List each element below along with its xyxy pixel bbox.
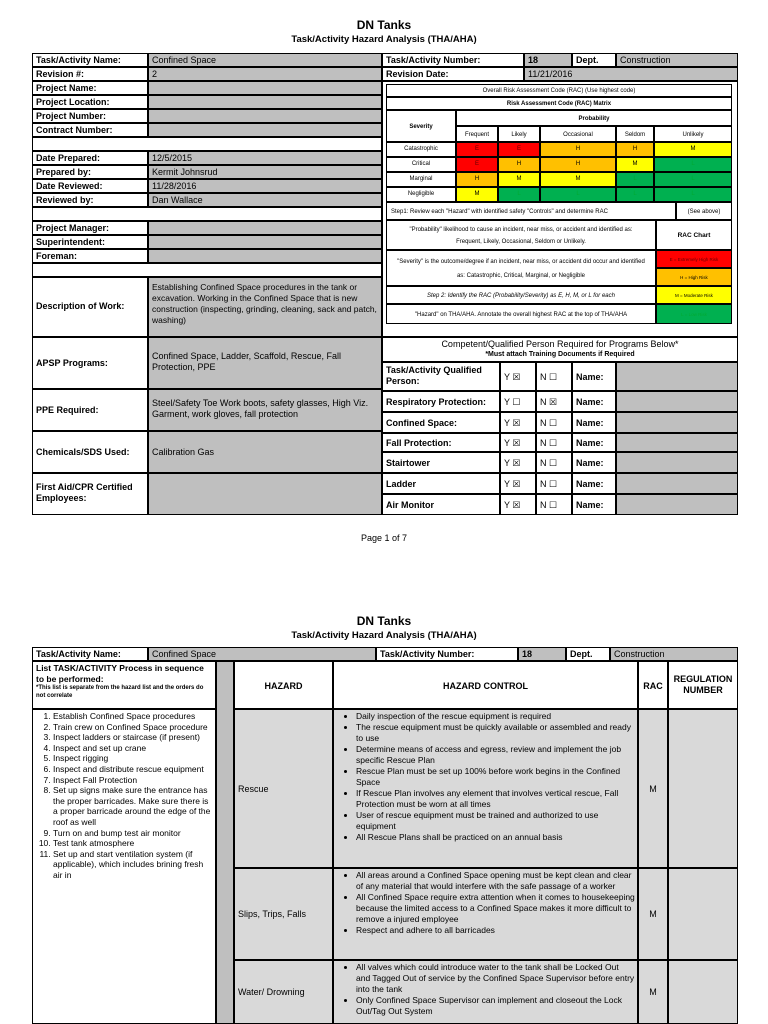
rac-cell: E <box>498 142 540 157</box>
document-title: Task/Activity Hazard Analysis (THA/AHA) <box>291 34 477 45</box>
competent-name-field[interactable] <box>616 433 738 452</box>
competent-name-field[interactable] <box>616 362 738 391</box>
hazard-control-item: • If Rescue Plan involves any element that involves vertical rescue, Fall Protection must be worn at all times <box>356 788 635 810</box>
rac-probability-definition: "Probability" likelihood to cause an incident, near miss, or accident and identified as: Frequent, Likely, Occasional, Seldom or Unlikely. <box>386 220 656 250</box>
hazard-control-item: • All Rescue Plans shall be practiced on an annual basis <box>356 832 635 843</box>
competent-name-label: Name: <box>572 494 616 515</box>
competent-name-label: Name: <box>572 452 616 473</box>
hazard-regulation <box>668 709 738 868</box>
rac-row-critical: Critical <box>386 157 456 172</box>
spacer-row <box>32 137 382 151</box>
task-step: 9. Turn on and bump test air monitor <box>53 828 213 839</box>
competent-title: Competent/Qualified Person Required for Programs Below* <box>441 339 679 349</box>
date-prepared-label: Date Prepared: <box>32 151 148 165</box>
project-location-label: Project Location: <box>32 95 148 109</box>
task-step: 3. Inspect ladders or staircase (if present) <box>53 732 213 743</box>
description-value: Establishing Confined Space procedures in the tank or excavation. Working in the Confined Space that is new construction (inspecting, grinding, cleaning, sack and patch, washing) <box>148 277 382 337</box>
chemicals-label: Chemicals/SDS Used: <box>32 431 148 473</box>
task-name-label: Task/Activity Name: <box>32 647 148 661</box>
rac-step1: Step1: Review each "Hazard" with identified safety "Controls" and determine RAC <box>386 202 676 220</box>
rac-cell: M <box>540 172 616 187</box>
rac-col-seldom: Seldom <box>616 126 654 142</box>
rac-row-marginal: Marginal <box>386 172 456 187</box>
competent-name-field[interactable] <box>616 452 738 473</box>
competent-name-label: Name: <box>572 391 616 412</box>
page-gap <box>0 560 768 605</box>
rac-cell: H <box>616 142 654 157</box>
first-aid-value <box>148 473 382 515</box>
dept-label: Dept. <box>572 53 616 67</box>
competent-name-label: Name: <box>572 362 616 391</box>
hazard-control-item: • Respect and adhere to all barricades <box>356 925 635 936</box>
competent-no-checkbox[interactable]: N ☒ <box>536 391 572 412</box>
competent-yes-checkbox[interactable]: Y ☒ <box>500 362 536 391</box>
task-step: 2. Train crew on Confined Space procedure <box>53 722 213 733</box>
task-step: 1. Establish Confined Space procedures <box>53 711 213 722</box>
rac-col-unlikely: Unlikely <box>654 126 732 142</box>
competent-yes-checkbox[interactable]: Y ☒ <box>500 473 536 494</box>
revision-value: 2 <box>148 67 382 81</box>
hazard-name: Slips, Trips, Falls <box>234 868 333 960</box>
task-step: 7. Inspect Fall Protection <box>53 775 213 786</box>
project-name-field <box>148 81 382 95</box>
competent-no-checkbox[interactable]: N ☐ <box>536 362 572 391</box>
task-number-label: Task/Activity Number: <box>382 53 524 67</box>
rac-cell: L <box>540 187 616 202</box>
document-title: Task/Activity Hazard Analysis (THA/AHA) <box>291 630 477 641</box>
task-number-value: 18 <box>524 53 572 67</box>
prepared-by-value: Kermit Johnsrud <box>148 165 382 179</box>
competent-no-checkbox[interactable]: N ☐ <box>536 433 572 452</box>
rac-row-catastrophic: Catastrophic <box>386 142 456 157</box>
hazard-control-column-header: HAZARD CONTROL <box>333 661 638 709</box>
rac-row-negligible: Negligible <box>386 187 456 202</box>
competent-yes-checkbox[interactable]: Y ☒ <box>500 494 536 515</box>
task-name-label: Task/Activity Name: <box>32 53 148 67</box>
rac-cell: L <box>498 187 540 202</box>
rac-cell: L <box>654 157 732 172</box>
hazard-regulation <box>668 868 738 960</box>
description-label: Description of Work: <box>32 277 148 337</box>
rac-cell: E <box>456 142 498 157</box>
rac-cell: H <box>540 157 616 172</box>
rac-cell: E <box>456 157 498 172</box>
contract-number-field <box>148 123 382 137</box>
task-step: 10. Test tank atmosphere <box>53 838 213 849</box>
page-number-text: Page 1 of 7 <box>360 533 408 543</box>
rac-column-header: RAC <box>638 661 668 709</box>
rac-chart-label: RAC Chart <box>656 220 732 250</box>
dept-label: Dept. <box>566 647 610 661</box>
hazard-controls <box>333 709 638 868</box>
task-step: 6. Inspect and distribute rescue equipment <box>53 764 213 775</box>
hazard-controls <box>333 960 638 1024</box>
rac-legend-extreme: E = Extremely High Risk <box>656 250 732 268</box>
competent-name-label: Name: <box>572 473 616 494</box>
foreman-label: Foreman: <box>32 249 148 263</box>
competent-name-field[interactable] <box>616 391 738 412</box>
task-list-heading: List TASK/ACTIVITY Process in sequence to be performed: <box>36 663 204 684</box>
task-step: 4. Inspect and set up crane <box>53 743 213 754</box>
rac-legend-high: H = High Risk <box>656 268 732 286</box>
task-step-list <box>32 709 216 1024</box>
hazard-controls <box>333 868 638 960</box>
competent-yes-checkbox[interactable]: Y ☒ <box>500 433 536 452</box>
competent-no-checkbox[interactable]: N ☐ <box>536 494 572 515</box>
hazard-regulation <box>668 960 738 1024</box>
hazard-column-header: HAZARD <box>234 661 333 709</box>
project-location-field <box>148 95 382 109</box>
competent-yes-checkbox[interactable]: Y ☐ <box>500 391 536 412</box>
task-steps <box>35 711 213 881</box>
separator-column <box>216 661 234 1024</box>
task-name-value: Confined Space <box>148 647 376 661</box>
document-page-2 <box>0 605 768 1024</box>
rac-cell: L <box>616 172 654 187</box>
ppe-value: Steel/Safety Toe Work boots, safety glasses, High Viz. Garment, work gloves, fall protection <box>148 389 382 431</box>
rac-cell: H <box>498 157 540 172</box>
competent-row-label: Respiratory Protection: <box>382 391 500 412</box>
revision-date-label: Revision Date: <box>382 67 524 81</box>
hazard-control-item: • Determine means of access and egress, review and implement the job specific Rescue Plan <box>356 744 635 766</box>
competent-header <box>382 337 738 362</box>
competent-name-field[interactable] <box>616 412 738 433</box>
competent-name-label: Name: <box>572 433 616 452</box>
date-prepared-value: 12/5/2015 <box>148 151 382 165</box>
date-reviewed-value: 11/28/2016 <box>148 179 382 193</box>
regulation-column-header: REGULATION NUMBER <box>668 661 738 709</box>
competent-name-label: Name: <box>572 412 616 433</box>
page-number <box>0 533 768 543</box>
project-manager-field <box>148 221 382 235</box>
competent-row-label: Air Monitor <box>382 494 500 515</box>
first-aid-label: First Aid/CPR Certified Employees: <box>32 473 148 515</box>
competent-name-field[interactable] <box>616 494 738 515</box>
task-name-value: Confined Space <box>148 53 382 67</box>
contract-number-label: Contract Number: <box>32 123 148 137</box>
competent-row-label: Fall Protection: <box>382 433 500 452</box>
spacer-row <box>32 263 382 277</box>
rac-cell: M <box>616 157 654 172</box>
competent-name-field[interactable] <box>616 473 738 494</box>
rac-severity-header: Severity <box>386 110 456 142</box>
competent-no-checkbox[interactable]: N ☐ <box>536 452 572 473</box>
hazard-name: Water/ Drowning <box>234 960 333 1024</box>
competent-no-checkbox[interactable]: N ☐ <box>536 412 572 433</box>
rac-probability-header: Probability <box>456 110 732 126</box>
rac-cell: M <box>456 187 498 202</box>
hazard-control-item: • All Confined Space require extra attention when it comes to housekeeping because the limited access to a Confined Space makes it more difficult to remove a injured employee <box>356 892 635 925</box>
hazard-control-item: • Only Confined Space Supervisor can implement and closeout the Lock Out/Tag Out System <box>356 995 635 1017</box>
task-list-heading-cell <box>32 661 216 709</box>
prepared-by-label: Prepared by: <box>32 165 148 179</box>
project-manager-label: Project Manager: <box>32 221 148 235</box>
competent-yes-checkbox[interactable]: Y ☒ <box>500 412 536 433</box>
dept-value: Construction <box>610 647 738 661</box>
competent-no-checkbox[interactable]: N ☐ <box>536 473 572 494</box>
project-name-label: Project Name: <box>32 81 148 95</box>
competent-row-label: Ladder <box>382 473 500 494</box>
rac-cell: M <box>498 172 540 187</box>
dept-value: Construction <box>616 53 738 67</box>
competent-row-label: Task/Activity Qualified Person: <box>382 362 500 391</box>
project-number-label: Project Number: <box>32 109 148 123</box>
spacer-row <box>32 207 382 221</box>
rac-legend-moderate: M = Moderate Risk <box>656 286 732 304</box>
date-reviewed-label: Date Reviewed: <box>32 179 148 193</box>
hazard-name: Rescue <box>234 709 333 868</box>
rac-cell: L <box>616 187 654 202</box>
competent-subtitle: *Must attach Training Documents if Required <box>485 351 635 358</box>
task-step: 8. Set up signs make sure the entrance has the proper barricades. Make sure there is a proper barricade around the edge of the roof as well <box>53 785 213 827</box>
hazard-control-item: • Rescue Plan must be set up 100% before work begins in the Confined Space <box>356 766 635 788</box>
reviewed-by-value: Dan Wallace <box>148 193 382 207</box>
rac-matrix-title: Risk Assessment Code (RAC) Matrix <box>386 97 732 110</box>
task-step: 5. Inspect rigging <box>53 753 213 764</box>
company-title: DN Tanks <box>356 18 412 32</box>
task-list-note: *This list is separate from the hazard list and the orders do not correlate <box>36 685 204 699</box>
rac-col-likely: Likely <box>498 126 540 142</box>
rac-severity-definition: "Severity" is the outcome/degree if an incident, near miss, or accident did occur and identified as: Catastrophic, Critical, Marginal, or Negligible <box>386 250 656 286</box>
rac-cell: H <box>540 142 616 157</box>
hazard-control-item: • Daily inspection of the rescue equipment is required <box>356 711 635 722</box>
revision-label: Revision #: <box>32 67 148 81</box>
superintendent-label: Superintendent: <box>32 235 148 249</box>
rac-cell: M <box>654 142 732 157</box>
task-number-value: 18 <box>518 647 566 661</box>
revision-date-value: 11/21/2016 <box>524 67 738 81</box>
hazard-control-item: • All areas around a Confined Space opening must be kept clean and clear of any material that would interfere with the safe passage of a worker <box>356 870 635 892</box>
rac-step2: Step 2: Identify the RAC (Probability/Severity) as E, H, M, or L for each <box>386 286 656 304</box>
hazard-rac: M <box>638 868 668 960</box>
task-step: 11. Set up and start ventilation system (if applicable), which includes brining fresh air in <box>53 849 213 881</box>
rac-cell: L <box>654 187 732 202</box>
rac-col-frequent: Frequent <box>456 126 498 142</box>
competent-yes-checkbox[interactable]: Y ☒ <box>500 452 536 473</box>
hazard-rac: M <box>638 709 668 868</box>
task-number-label: Task/Activity Number: <box>376 647 518 661</box>
hazard-rac: M <box>638 960 668 1024</box>
reviewed-by-label: Reviewed by: <box>32 193 148 207</box>
competent-row-label: Confined Space: <box>382 412 500 433</box>
competent-row-label: Stairtower <box>382 452 500 473</box>
project-number-field <box>148 109 382 123</box>
chemicals-value: Calibration Gas <box>148 431 382 473</box>
apsp-value: Confined Space, Ladder, Scaffold, Rescue, Fall Protection, PPE <box>148 337 382 389</box>
rac-cell: H <box>456 172 498 187</box>
superintendent-field <box>148 235 382 249</box>
rac-legend-low: L = Low Risk <box>656 304 732 324</box>
rac-cell: L <box>654 172 732 187</box>
apsp-label: APSP Programs: <box>32 337 148 389</box>
rac-step1-note: (See above) <box>676 202 732 220</box>
rac-overall: Overall Risk Assessment Code (RAC) (Use highest code) <box>386 84 732 97</box>
hazard-control-item: • The rescue equipment must be quickly available or assembled and ready to use <box>356 722 635 744</box>
ppe-label: PPE Required: <box>32 389 148 431</box>
company-title: DN Tanks <box>356 614 412 628</box>
foreman-field <box>148 249 382 263</box>
rac-hazard-definition: "Hazard" on THA/AHA. Annotate the overall highest RAC at the top of THA/AHA <box>386 304 656 324</box>
hazard-control-item: • User of rescue equipment must be trained and authorized to use equipment <box>356 810 635 832</box>
hazard-control-item: • All valves which could introduce water to the tank shall be Locked Out and Tagged Out of service by the Confined Space Supervisor before entry into the tank <box>356 962 635 995</box>
rac-col-occasional: Occasional <box>540 126 616 142</box>
